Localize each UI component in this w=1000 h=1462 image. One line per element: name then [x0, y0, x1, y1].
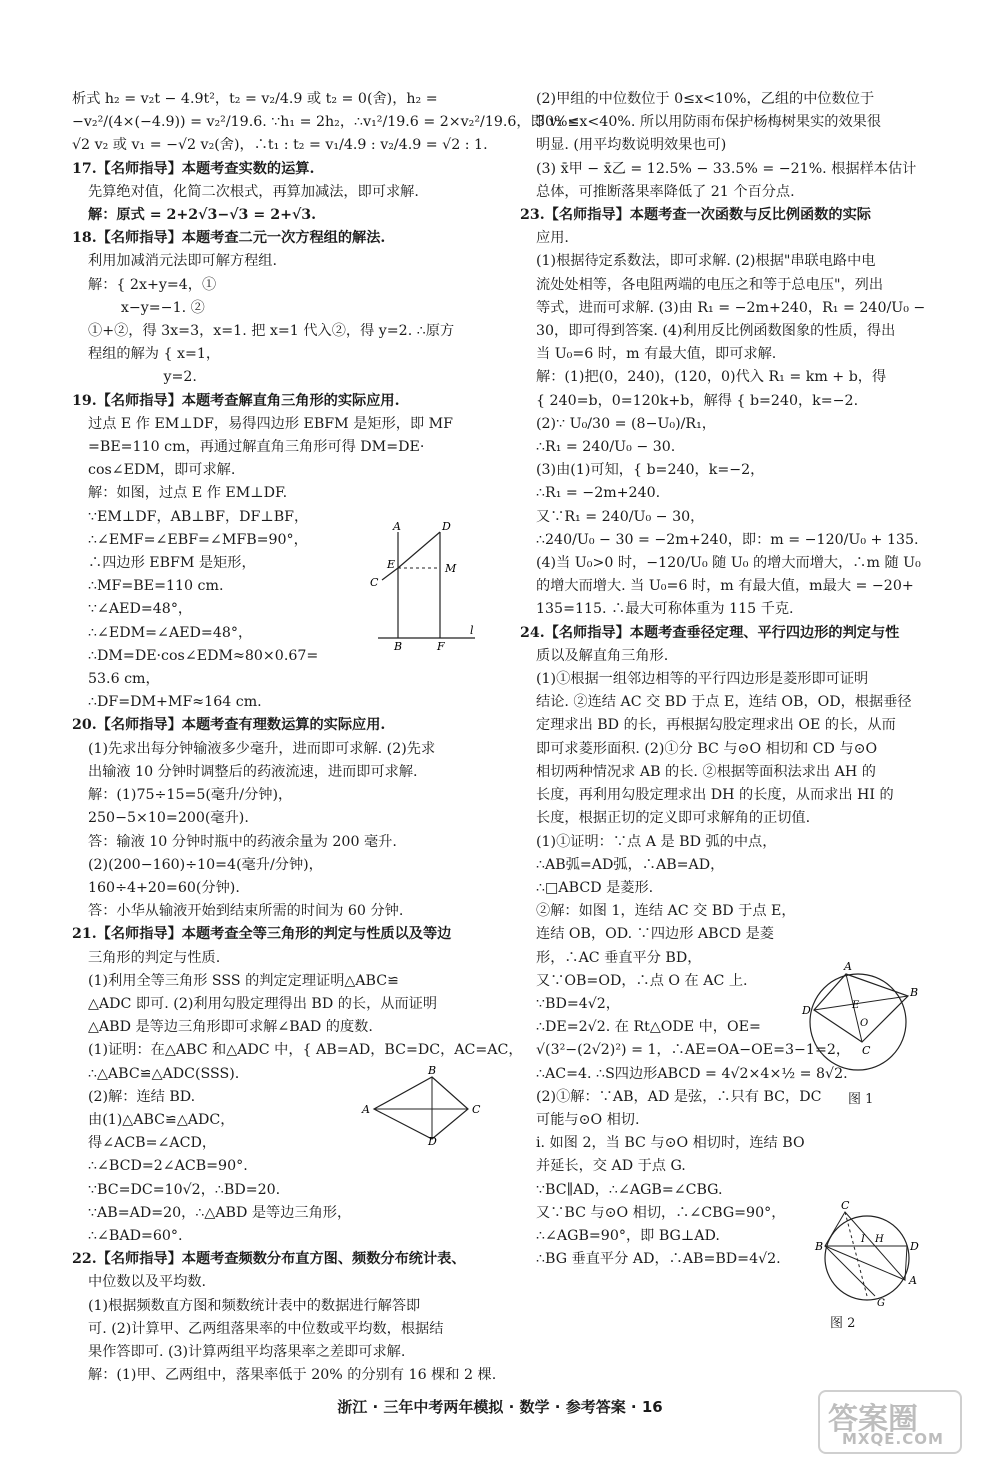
- fig19-label-c: C: [370, 576, 379, 589]
- left-column-line: 利用加减消元法即可解方程组.: [88, 253, 277, 270]
- figure-q24-1: [800, 960, 920, 1085]
- right-column-line: ∴R₁ = −2m+240.: [536, 485, 661, 502]
- fig24a-label-c: C: [862, 1044, 871, 1057]
- right-column-line: 又∵R₁ = 240/U₀ − 30，: [536, 508, 705, 525]
- fig24b-label-d: D: [910, 1240, 919, 1253]
- fig19-label-m: M: [445, 562, 457, 575]
- right-column-line: 等式，进而可求解. (3)由 R₁ = −2m+240，R₁ = 240/U₀ −: [536, 299, 926, 316]
- left-column-line: 250−5×10=200(毫升).: [88, 810, 249, 827]
- right-column-line: ∴∠AGB=90°，即 BG⊥AD.: [536, 1227, 720, 1244]
- fig24b-label-a: A: [909, 1274, 917, 1287]
- fig24b-label-g: G: [877, 1298, 885, 1309]
- fig19-label-a: A: [393, 520, 401, 533]
- left-column-line: (1)根据频数直方图和频数统计表中的数据进行解答即: [88, 1297, 421, 1314]
- left-column-line: △ABD 是等边三角形即可求解∠BAD 的度数.: [88, 1019, 373, 1036]
- fig24a-label-a: A: [844, 960, 852, 973]
- fig19-label-l: l: [470, 624, 474, 637]
- left-column-line: ∴DM=DE·cos∠EDM≈80×0.67=: [88, 647, 319, 664]
- figure-q24-1-caption: 图 1: [848, 1092, 874, 1107]
- left-column-line: 析式 h₂ = v₂t − 4.9t²，t₂ = v₂/4.9 或 t₂ = 0(舍)，h₂ =: [72, 91, 438, 107]
- right-column-line: 又∵OB=OD，∴点 O 在 AC 上.: [536, 972, 748, 989]
- figure-q19: [360, 520, 480, 653]
- right-column-line: 又∵BC 与⊙O 相切，∴∠CBG=90°，: [536, 1204, 786, 1221]
- watermark-title: 答案圈: [828, 1402, 918, 1437]
- right-column-line: 形，∴AC 垂直平分 BD，: [536, 949, 702, 966]
- left-column-line: 中位数以及平均数.: [88, 1274, 207, 1291]
- right-column-line: 并延长，交 AD 于点 G.: [536, 1158, 686, 1175]
- figure-q24-2-caption: 图 2: [830, 1316, 856, 1331]
- left-column-line: √2 v₂ 或 v₁ = −√2 v₂(舍)，∴t₁ : t₂ = v₁/4.9 : v₂/4.9 = √2 : 1.: [72, 137, 488, 154]
- right-column-line: √(3²−(2√2)²) = 1，∴AE=OA−OE=3−1=2，: [536, 1042, 851, 1059]
- right-column-line: 可能与⊙O 相切.: [536, 1111, 640, 1128]
- left-column-line: 21.【名师指导】本题考查全等三角形的判定与性质以及等边: [72, 926, 452, 943]
- right-column-line: 23.【名师指导】本题考查一次函数与反比例函数的实际: [520, 207, 871, 224]
- left-column-line: ∵BC=DC=10√2，∴BD=20.: [88, 1181, 281, 1198]
- right-column-line: (1)①证明：∵点 A 是 BD 弧的中点，: [536, 833, 777, 850]
- right-column-line: (4)当 U₀>0 时，−120/U₀ 随 U₀ 的增大而增大，∴m 随 U₀: [536, 555, 921, 572]
- left-column-line: (2)解：连结 BD.: [88, 1088, 196, 1105]
- left-column-line: ∴∠EMF=∠EBF=∠MFB=90°，: [88, 531, 308, 548]
- left-column-line: 三角形的判定与性质.: [88, 949, 221, 966]
- fig19-label-f: F: [437, 640, 445, 653]
- left-column-line: 53.6 cm，: [88, 671, 160, 688]
- right-column-line: (3)由(1)可知，{ b=240，k=−2，: [536, 462, 765, 479]
- right-column-line: 即可求菱形面积. (2)①分 BC 与⊙O 相切和 CD 与⊙O: [536, 740, 878, 757]
- right-column-line: 结论. ②连结 AC 交 BD 于点 E，连结 OB，OD，根据垂径: [536, 694, 912, 711]
- fig19-label-e: E: [387, 558, 396, 571]
- right-column-line: (1)根据待定系数法，即可求解. (2)根据"串联电路中电: [536, 253, 876, 270]
- left-column-line: ∵∠AED=48°，: [88, 601, 193, 618]
- left-column-line: ∴MF=BE=110 cm.: [88, 578, 224, 595]
- right-column-line: (1)①根据一组邻边相等的平行四边形是菱形即可证明: [536, 671, 869, 688]
- left-column-line: 程组的解为 { x=1，: [88, 346, 221, 363]
- right-column-line: 的增大而增大. 当 U₀=6 时，m 有最大值，m最大 = −20+: [536, 578, 914, 595]
- right-column-line: 应用.: [536, 230, 569, 247]
- left-column-line: cos∠EDM，即可求解.: [88, 462, 236, 479]
- figure-q21: [360, 1064, 490, 1148]
- left-column-line: 20.【名师指导】本题考查有理数运算的实际应用.: [72, 717, 386, 734]
- right-column-line: 明显. (用平均数说明效果也可): [536, 137, 727, 154]
- right-column-line: 质以及解直角三角形.: [536, 647, 669, 664]
- right-column-line: 连结 OB，OD. ∵四边形 ABCD 是菱: [536, 926, 774, 943]
- left-column-line: 22.【名师指导】本题考查频数分布直方图、频数分布统计表、: [72, 1251, 466, 1268]
- right-column-line: ②解：如图 1，连结 AC 交 BD 于点 E，: [536, 903, 796, 920]
- right-column-line: (3) x̄甲 − x̄乙 = 12.5% − 33.5% = −21%. 根据样本估计: [536, 160, 917, 177]
- fig21-label-c: C: [472, 1103, 481, 1116]
- left-column-line: (2)(200−160)÷10=4(毫升/分钟)，: [88, 856, 323, 873]
- left-column-line: ∵EM⊥DF，AB⊥BF，DF⊥BF，: [88, 508, 309, 525]
- right-column-line: 135=115. ∴最大可称体重为 115 千克.: [536, 601, 794, 618]
- left-column-line: 得∠ACB=∠ACD，: [88, 1135, 217, 1152]
- fig19-label-b: B: [394, 640, 403, 653]
- left-column-line: 17.【名师指导】本题考查实数的运算.: [72, 160, 315, 177]
- left-column-line: 解：(1)75÷15=5(毫升/分钟)，: [88, 787, 293, 804]
- left-column-line: 由(1)△ABC≌△ADC，: [88, 1111, 235, 1128]
- fig24a-label-b: B: [910, 986, 919, 999]
- figure-q24-2: [815, 1200, 925, 1310]
- left-column-line: ∴∠BCD=2∠ACB=90°.: [88, 1158, 248, 1175]
- right-column-line: 相切两种情况求 AB 的长. ②根据等面积法求出 AH 的: [536, 763, 876, 780]
- left-column-line: ∴∠EDM=∠AED=48°，: [88, 624, 253, 641]
- right-column-line: ∴□ABCD 是菱形.: [536, 879, 654, 896]
- right-column-line: 定理求出 BD 的长，再根据勾股定理求出 OE 的长，从而: [536, 717, 896, 734]
- left-column-line: =BE=110 cm，再通过解直角三角形可得 DM=DE·: [88, 439, 425, 456]
- left-column-line: −v₂²/(4×(−4.9)) = v₂²/19.6. ∵h₁ = 2h₂，∴v₁²/19.6 = 2×v₂²/19.6，即 v₁ =: [72, 114, 580, 131]
- right-column-line: 长度，再利用勾股定理求出 DH 的长度，从而求出 HI 的: [536, 787, 894, 804]
- left-column-line: 160÷4+20=60(分钟).: [88, 879, 240, 896]
- fig19-label-d: D: [442, 520, 451, 533]
- right-column-line: (2)∵ U₀/30 = (8−U₀)/R₁，: [536, 415, 716, 432]
- left-column-line: 解：{ 2x+y=4，①: [88, 276, 217, 293]
- watermark-domain: MXQE.COM: [842, 1430, 944, 1448]
- left-column-line: 答：输液 10 分钟时瓶中的药液余量为 200 毫升.: [88, 833, 397, 850]
- right-column-line: 流处处相等，各电阻两端的电压之和等于总电压"，列出: [536, 276, 884, 293]
- right-column-line: 30%≤x<40%. 所以用防雨布保护杨梅树果实的效果很: [536, 114, 882, 131]
- left-column-line: 果作答即可. (3)计算两组平均落果率之差即可求解.: [88, 1343, 406, 1360]
- right-column-line: { 240=b，0=120k+b，解得 { b=240，k=−2.: [536, 392, 859, 409]
- fig21-label-b: B: [428, 1064, 437, 1077]
- right-column-line: i. 如图 2，当 BC 与⊙O 相切时，连结 BO: [536, 1135, 805, 1152]
- left-column-line: 可. (2)计算甲、乙两组落果率的中位数或平均数，根据结: [88, 1320, 444, 1337]
- left-column-line: △ADC 即可. (2)利用勾股定理得出 BD 的长，从而证明: [88, 995, 438, 1012]
- left-column-line: ∴DF=DM+MF≈164 cm.: [88, 694, 262, 711]
- fig24a-label-o: O: [860, 1018, 869, 1029]
- left-column-line: 18.【名师指导】本题考查二元一次方程组的解法.: [72, 230, 386, 247]
- left-column-line: (1)证明：在△ABC 和△ADC 中，{ AB=AD，BC=DC，AC=AC，: [88, 1042, 523, 1059]
- left-column-line: ∴△ABC≌△ADC(SSS).: [88, 1065, 240, 1082]
- fig24b-label-b: B: [815, 1240, 824, 1253]
- left-column-line: y=2.: [88, 369, 197, 386]
- right-column-line: 长度，根据正切的定义即可求解角的正切值.: [536, 810, 811, 827]
- right-column-line: 当 U₀=6 时，m 有最大值，即可求解.: [536, 346, 777, 363]
- left-column-line: 先算绝对值，化简二次根式，再算加减法，即可求解.: [88, 183, 419, 200]
- fig24b-label-i: I: [861, 1234, 865, 1245]
- right-column-line: ∵BD=4√2，: [536, 995, 620, 1012]
- right-column-line: ∴R₁ = 240/U₀ − 30.: [536, 439, 676, 456]
- fig21-label-a: A: [362, 1103, 370, 1116]
- right-column-line: ∴240/U₀ − 30 = −2m+240，即：m = −120/U₀ + 135.: [536, 531, 919, 548]
- left-column-line: x−y=−1. ②: [88, 299, 205, 316]
- right-column-line: 30，即可得到答案. (4)利用反比例函数图象的性质，得出: [536, 323, 896, 340]
- right-column-line: (2)甲组的中位数位于 0≤x<10%，乙组的中位数位于: [536, 91, 875, 107]
- right-column-line: 总体，可推断落果率降低了 21 个百分点.: [536, 183, 795, 200]
- left-column-line: (1)利用全等三角形 SSS 的判定定理证明△ABC≌: [88, 972, 399, 989]
- left-column-line: 答：小华从输液开始到结束所需的时间为 60 分钟.: [88, 903, 404, 920]
- left-column-line: 解：原式 = 2+2√3−√3 = 2+√3.: [88, 207, 317, 224]
- right-column-line: ∴AB弧=AD弧，∴AB=AD，: [536, 856, 725, 873]
- right-column-line: ∴DE=2√2. 在 Rt△ODE 中，OE=: [536, 1019, 761, 1036]
- fig21-label-d: D: [428, 1135, 437, 1148]
- right-column-line: 24.【名师指导】本题考查垂径定理、平行四边形的判定与性: [520, 624, 900, 641]
- left-column-line: 过点 E 作 EM⊥DF，易得四边形 EBFM 是矩形，即 MF: [88, 415, 454, 432]
- fig24b-label-c: C: [841, 1199, 850, 1212]
- right-column-line: 解：(1)把(0，240)，(120，0)代入 R₁ = km + b，得: [536, 369, 887, 386]
- left-column-line: 解：如图，过点 E 作 EM⊥DF.: [88, 485, 288, 502]
- right-column-line: ∵BC∥AD，∴∠AGB=∠CBG.: [536, 1181, 723, 1198]
- fig24a-label-d: D: [802, 1004, 811, 1017]
- left-column-line: 解：(1)甲、乙两组中，落果率低于 20% 的分别有 16 棵和 2 棵.: [88, 1367, 497, 1384]
- right-column-line: (2)①解：∵AB，AD 是弦，∴只有 BC，DC: [536, 1088, 822, 1105]
- page-footer: 浙江 · 三年中考两年模拟 · 数学 · 参考答案 · 16: [337, 1398, 663, 1416]
- fig24b-label-h: H: [875, 1234, 884, 1245]
- left-column-line: 出输液 10 分钟时调整后的药液流速，进而即可求解.: [88, 763, 418, 780]
- left-column-line: 19.【名师指导】本题考查解直角三角形的实际应用.: [72, 392, 400, 409]
- right-column-line: ∴AC=4. ∴S四边形ABCD = 4√2×4×½ = 8√2.: [536, 1065, 848, 1082]
- right-column-line: ∴BG 垂直平分 AD，∴AB=BD=4√2.: [536, 1251, 781, 1268]
- left-column-line: ①+②，得 3x=3，x=1. 把 x=1 代入②，得 y=2. ∴原方: [88, 323, 455, 340]
- right-column: [520, 88, 970, 1271]
- fig24a-label-e: E: [852, 1000, 860, 1011]
- left-column-line: ∵AB=AD=20，∴△ABD 是等边三角形，: [88, 1204, 352, 1221]
- watermark-logo: [818, 1390, 962, 1454]
- left-column-line: (1)先求出每分钟输液多少毫升，进而即可求解. (2)先求: [88, 740, 436, 757]
- left-column-line: ∴四边形 EBFM 是矩形，: [88, 555, 256, 572]
- left-column-line: ∴∠BAD=60°.: [88, 1227, 183, 1244]
